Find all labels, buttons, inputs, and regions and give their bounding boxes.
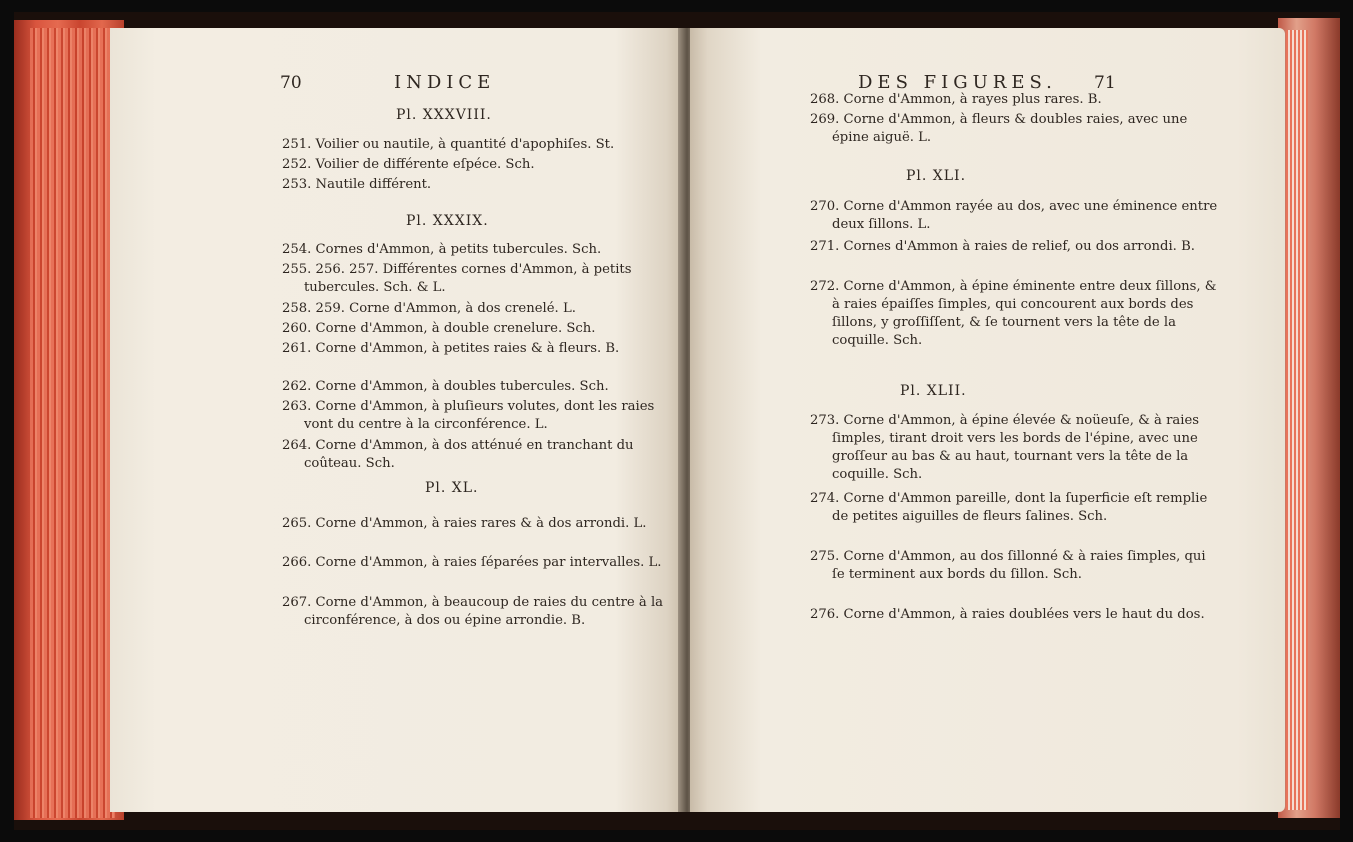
entry-267: 267. Corne d'Ammon, à beaucoup de raies du centre à la circonférence, à dos ou épine arrondie. B. <box>282 595 664 628</box>
entry-252: 252. Voilier de différente eſpéce. Sch. <box>282 157 535 172</box>
entry-265: 265. Corne d'Ammon, à raies rares & à dos arrondi. L. <box>282 516 647 531</box>
entry-255-257: 255. 256. 257. Différentes cornes d'Ammon, à petits tubercules. Sch. & L. <box>282 262 632 295</box>
entry-264: 264. Corne d'Ammon, à dos atténué en tranchant du coûteau. Sch. <box>282 438 634 471</box>
entry-261: 261. Corne d'Ammon, à petites raies & à fleurs. B. <box>282 341 620 356</box>
left-page-number: 70 <box>280 73 302 93</box>
entry-275: 275. Corne d'Ammon, au dos ſillonné & à raies ſimples, qui ſe terminent aux bords du ſillon. Sch. <box>810 549 1206 582</box>
entry-272: 272. Corne d'Ammon, à épine éminente entre deux ſillons, & à raies épaiſſes ſimples, qui concourent aux bords des ſillons, y groſſiſſent, & ſe tournent vers la tête de la coquille. Sch. <box>810 279 1217 348</box>
entry-260: 260. Corne d'Ammon, à double crenelure. Sch. <box>282 321 596 336</box>
section-heading: Pl. XXXIX. <box>406 213 489 229</box>
entry-268: 268. Corne d'Ammon, à rayes plus rares. B. <box>810 92 1102 107</box>
entry-266: 266. Corne d'Ammon, à raies ſéparées par intervalles. L. <box>282 555 662 570</box>
right-page-header: DES FIGURES. <box>858 72 1057 93</box>
right-page-number: 71 <box>1094 73 1116 93</box>
section-heading: Pl. XL. <box>425 480 479 496</box>
entry-273: 273. Corne d'Ammon, à épine élevée & noüeuſe, & à raies ſimples, tirant droit vers les bords de l'épine, avec une groſſeur au bas & au haut, tournant vers la tête de la coquille. Sch. <box>810 413 1200 482</box>
left-page-header: INDICE <box>394 72 496 93</box>
section-heading: Pl. XLII. <box>900 383 967 399</box>
entry-276: 276. Corne d'Ammon, à raies doublées vers le haut du dos. <box>810 607 1205 622</box>
left-page-edges <box>30 28 115 818</box>
entry-254: 254. Cornes d'Ammon, à petits tubercules. Sch. <box>282 242 602 257</box>
entry-262: 262. Corne d'Ammon, à doubles tubercules. Sch. <box>282 379 609 394</box>
entry-258-259: 258. 259. Corne d'Ammon, à dos crenelé. L. <box>282 301 576 316</box>
entry-271: 271. Cornes d'Ammon à raies de relief, ou dos arrondi. B. <box>810 239 1195 254</box>
entry-269: 269. Corne d'Ammon, à fleurs & doubles raies, avec une épine aiguë. L. <box>810 112 1188 145</box>
entry-263: 263. Corne d'Ammon, à pluſieurs volutes, dont les raies vont du centre à la circonférence. L. <box>282 399 655 432</box>
entry-270: 270. Corne d'Ammon rayée au dos, avec une éminence entre deux ſillons. L. <box>810 199 1218 232</box>
entry-253: 253. Nautile différent. <box>282 177 432 192</box>
left-page <box>110 28 684 812</box>
entry-251: 251. Voilier ou nautile, à quantité d'apophiſes. St. <box>282 137 615 152</box>
right-page-edges <box>1286 30 1308 810</box>
section-heading: Pl. XXXVIII. <box>396 107 492 123</box>
entry-274: 274. Corne d'Ammon pareille, dont la ſuperficie eſt remplie de petites aiguilles de fleurs ſalines. Sch. <box>810 491 1208 524</box>
section-heading: Pl. XLI. <box>906 168 967 184</box>
right-page <box>690 28 1285 812</box>
